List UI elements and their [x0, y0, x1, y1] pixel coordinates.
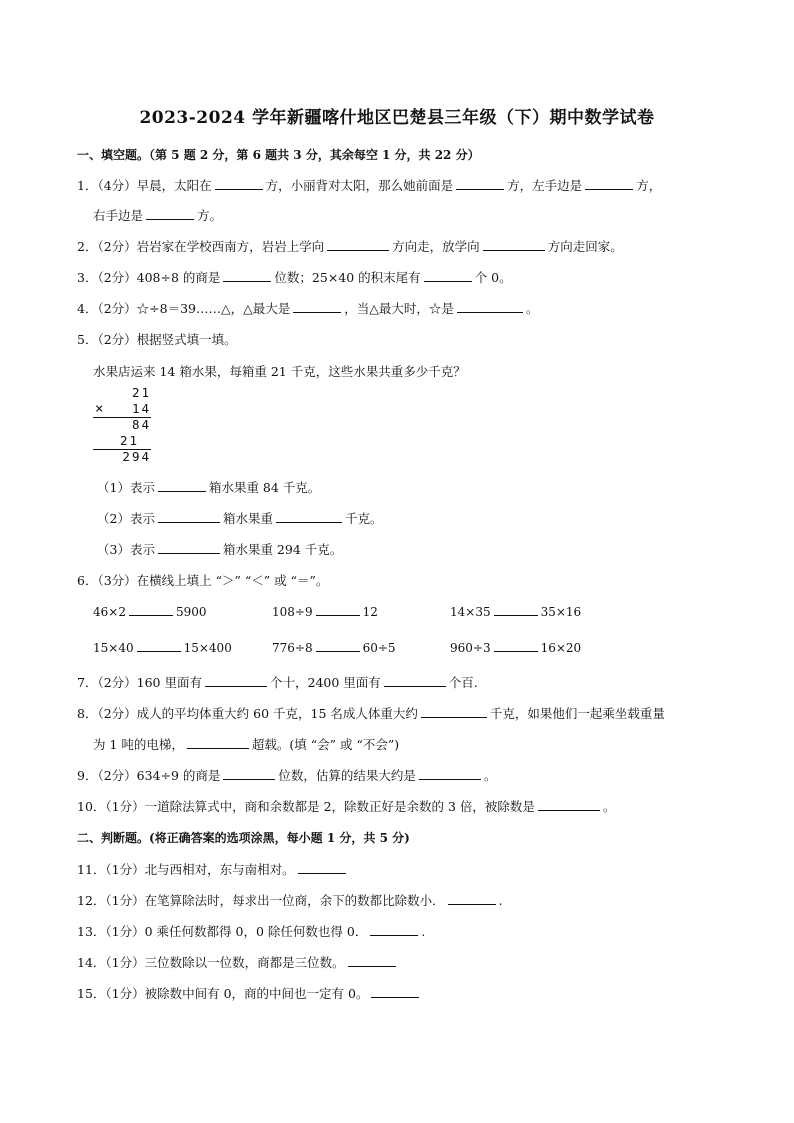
answer-blank[interactable] [371, 985, 419, 998]
page-title: 2023-2024 学年新疆喀什地区巴楚县三年级（下）期中数学试卷 [139, 108, 655, 128]
compare-item: 46×2 5900 [93, 605, 207, 619]
answer-blank[interactable] [137, 639, 181, 652]
vertical-multiplication [93, 385, 157, 465]
question-8: 8．（2分）成人的平均体重大约 60 千克，15 名成人体重大约 千克，如果他们一起乘坐载重量 [77, 706, 665, 721]
question-15: 15．（1分）被除数中间有 0，商的中间也一定有 0。 [77, 984, 422, 1002]
question-5-sub-3: （3）表示 箱水果重 294 千克。 [97, 542, 343, 557]
question-8-cont: 为 1 吨的电梯， 超载。(填 “会” 或 “不会”) [93, 737, 400, 752]
answer-blank[interactable] [348, 954, 396, 967]
answer-blank[interactable] [293, 300, 341, 313]
section-heading-true-false: 二、判断题。(将正确答案的选项涂黑，每小题 1 分，共 5 分) [77, 831, 410, 845]
question-5-sub-2: （2）表示 箱水果重 千克。 [97, 511, 383, 526]
answer-blank[interactable] [205, 674, 267, 687]
question-9: 9．（2分）634÷9 的商是 位数，估算的结果大约是 。 [77, 768, 497, 783]
answer-blank[interactable] [456, 177, 504, 190]
multiply-sign: × [95, 401, 104, 417]
question-3: 3．（2分）408÷8 的商是 位数；25×40 的积末尾有 个 0。 [77, 270, 512, 285]
answer-blank[interactable] [223, 269, 271, 282]
answer-blank[interactable] [146, 207, 194, 220]
answer-blank[interactable] [421, 705, 487, 718]
partial-product-1: 84 [131, 417, 151, 432]
section-heading-fill-blank: 一、填空题。（第 5 题 2 分，第 6 题共 3 分，其余每空 1 分，共 22 分） [77, 148, 480, 162]
question-13: 13．（1分）0 乘任何数都得 0，0 除任何数也得 0． . [77, 924, 426, 939]
answer-blank[interactable] [276, 510, 342, 523]
question-5-text: 水果店运来 14 箱水果，每箱重 21 千克，这些水果共重多少千克？ [93, 364, 466, 379]
answer-blank[interactable] [424, 269, 472, 282]
answer-blank[interactable] [419, 767, 481, 780]
answer-blank[interactable] [538, 798, 600, 811]
answer-blank[interactable] [494, 603, 538, 616]
question-1: 1．（4分）早晨，太阳在 方，小丽背对太阳，那么她前面是 方，左手边是 方， [77, 178, 662, 193]
compare-item: 960÷3 16×20 [450, 641, 582, 655]
answer-blank[interactable] [585, 177, 633, 190]
question-1-cont: 右手边是 方。 [93, 208, 223, 223]
answer-blank[interactable] [316, 639, 360, 652]
compare-item: 15×40 15×400 [93, 641, 232, 655]
answer-blank[interactable] [483, 238, 545, 251]
answer-blank[interactable] [215, 177, 263, 190]
question-11: 11．（1分）北与西相对，东与南相对。 [77, 860, 349, 878]
answer-blank[interactable] [316, 603, 360, 616]
answer-blank[interactable] [494, 639, 538, 652]
answer-blank[interactable] [158, 479, 206, 492]
answer-blank[interactable] [158, 510, 220, 523]
answer-blank[interactable] [327, 238, 389, 251]
question-5-sub-1: （1）表示 箱水果重 84 千克。 [97, 480, 321, 495]
answer-blank[interactable] [370, 923, 418, 936]
answer-blank[interactable] [223, 767, 275, 780]
compare-item: 776÷8 60÷5 [272, 641, 396, 655]
answer-blank[interactable] [187, 736, 249, 749]
compare-item: 14×35 35×16 [450, 605, 582, 619]
answer-blank[interactable] [158, 541, 220, 554]
answer-blank[interactable] [298, 861, 346, 874]
question-5: 5．（2分）根据竖式填一填。 [77, 332, 237, 347]
question-2: 2．（2分）岩岩家在学校西南方，岩岩上学向 方向走，放学向 方向走回家。 [77, 239, 623, 254]
partial-product-2: 21 [119, 433, 139, 448]
answer-blank[interactable] [129, 603, 173, 616]
answer-blank[interactable] [448, 892, 496, 905]
product: 294 [122, 449, 151, 464]
compare-item: 108÷9 12 [272, 605, 378, 619]
question-6: 6．（3分）在横线上填上 “＞” “＜” 或 “＝”。 [77, 573, 329, 588]
multiplier: 14 [131, 401, 151, 416]
question-4: 4．（2分）☆÷8＝39……△，△最大是 ，当△最大时，☆是 。 [77, 301, 539, 316]
question-12: 12．（1分）在笔算除法时，每求出一位商，余下的数都比除数小． . [77, 893, 503, 908]
question-7: 7．（2分）160 里面有 个十，2400 里面有 个百. [77, 675, 478, 690]
answer-blank[interactable] [457, 300, 523, 313]
question-10: 10．（1分）一道除法算式中，商和余数都是 2，除数正好是余数的 3 倍，被除数是 。 [77, 799, 616, 814]
multiplicand: 21 [131, 385, 151, 400]
question-14: 14．（1分）三位数除以一位数，商都是三位数。 [77, 953, 399, 971]
answer-blank[interactable] [384, 674, 446, 687]
